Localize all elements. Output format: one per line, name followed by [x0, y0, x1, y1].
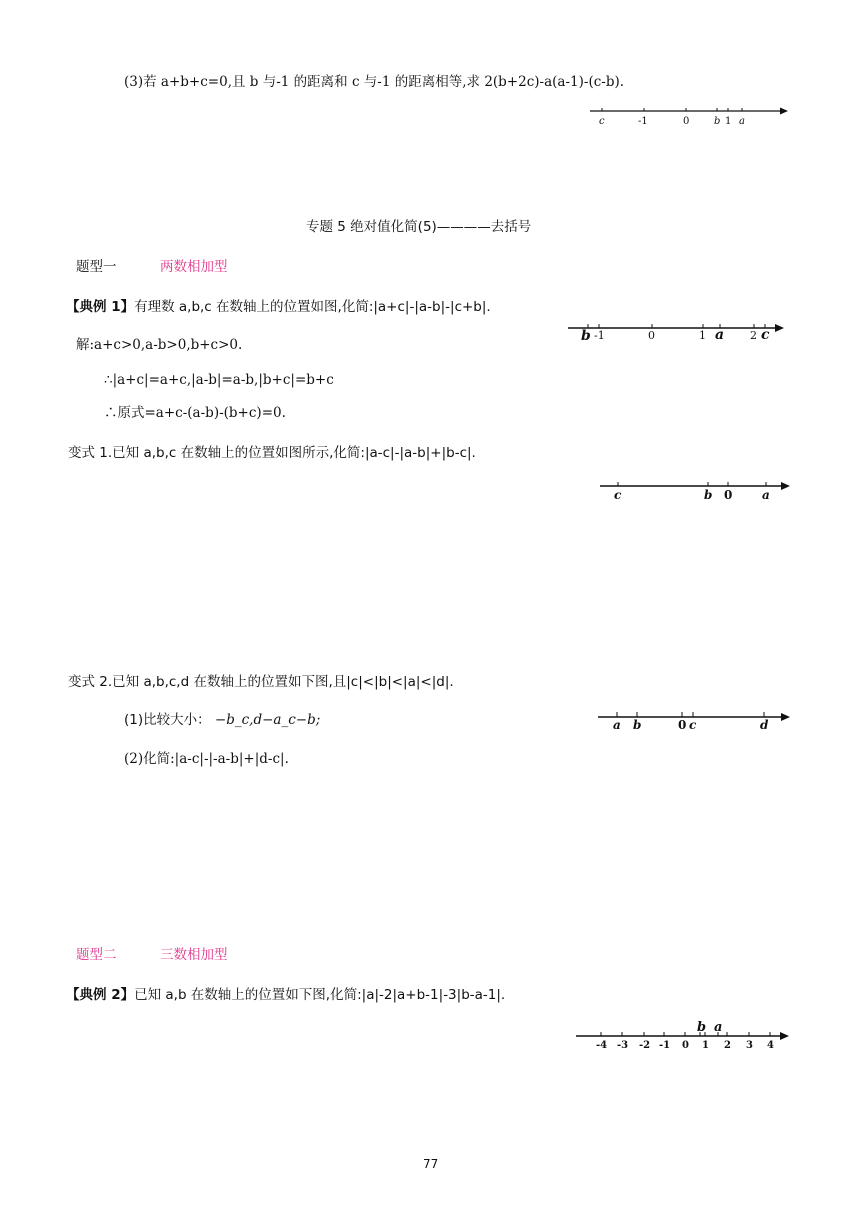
nl-ex2-tick-2: 2: [724, 1040, 731, 1051]
nl-ex2-tick-1: 1: [702, 1040, 709, 1051]
nl-ex1-label-0: 0: [648, 329, 655, 342]
nl-ex2-tick-3: 3: [746, 1040, 753, 1051]
nl-ex2-tick-4: 4: [767, 1040, 774, 1051]
example-1-tag: 【典例 1】: [66, 299, 135, 315]
number-line-example-1: [568, 318, 786, 342]
variant-1-text: 变式 1.已知 a,b,c 在数轴上的位置如图所示,化简:|a-c|-|a-b|+|b-c|.: [68, 445, 476, 461]
example-2-line: [66, 986, 505, 1004]
solution-line-1: 解:a+c>0,a-b>0,b+c>0.: [76, 337, 243, 353]
nl-v2-label-a: a: [613, 718, 621, 732]
number-line-problem-3: [590, 102, 790, 126]
type1-label: 题型一: [76, 259, 117, 275]
example-1-text: 有理数 a,b,c 在数轴上的位置如图,化简:|a+c|-|a-b|-|c+b|.: [134, 299, 491, 315]
solution-line-2: ∴|a+c|=a+c,|a-b|=a-b,|b+c|=b+c: [104, 372, 334, 388]
section-title: 专题 5 绝对值化简(5)————去括号: [306, 219, 532, 235]
nl3-label-1: 1: [725, 116, 732, 127]
type1-name: 两数相加型: [160, 259, 228, 275]
nl-ex2-tick-minus1: -1: [659, 1040, 671, 1051]
problem-3-text: (3)若 a+b+c=0,且 b 与-1 的距离和 c 与-1 的距离相等,求 2(b+2c)-a(a-1)-(c-b).: [124, 74, 625, 90]
nl-v1-label-0: 0: [724, 488, 733, 502]
nl-ex1-label-a: a: [715, 327, 725, 343]
example-2-tag: 【典例 2】: [66, 987, 135, 1003]
nl-ex2-tick-minus3: -3: [617, 1040, 629, 1051]
number-line-example-2: [576, 1020, 792, 1052]
variant-2-q1-expr: −b_c,d−a_c−b;: [214, 712, 321, 728]
nl3-label-0: 0: [683, 116, 690, 127]
nl3-label-minus1: -1: [638, 116, 648, 127]
nl-ex2-label-a: a: [714, 1020, 723, 1035]
nl-ex1-label-1: 1: [699, 329, 706, 342]
example-1-line: [66, 298, 491, 316]
nl-ex1-label-2: 2: [750, 329, 757, 342]
nl-ex1-label-minus1: -1: [594, 329, 605, 342]
number-line-variant-2: [598, 708, 792, 732]
nl-v2-label-b: b: [633, 718, 642, 732]
nl-v2-label-d: d: [760, 718, 769, 732]
nl-ex1-label-b: b: [581, 328, 591, 344]
variant-2-text: 变式 2.已知 a,b,c,d 在数轴上的位置如下图,且|c|<|b|<|a|<|d|.: [68, 674, 454, 690]
nl-ex2-tick-minus2: -2: [639, 1040, 651, 1051]
example-2-text: 已知 a,b 在数轴上的位置如下图,化简:|a|-2|a+b-1|-3|b-a-1|.: [134, 987, 506, 1003]
solution-line-3: ∴原式=a+c-(a-b)-(b+c)=0.: [104, 405, 286, 421]
type2-label: 题型二: [76, 947, 117, 963]
nl3-label-b: b: [714, 116, 721, 127]
variant-2-q2: (2)化简:|a-c|-|-a-b|+|d-c|.: [124, 751, 289, 767]
nl-ex1-label-c: c: [761, 327, 770, 343]
variant-2-q1: [124, 711, 320, 729]
number-line-variant-1: [600, 478, 792, 502]
type2-name: 三数相加型: [160, 947, 228, 963]
nl-v1-label-c: c: [614, 488, 622, 502]
variant-2-q1-prefix: (1)比较大小：: [124, 712, 211, 728]
nl-ex2-tick-0: 0: [682, 1040, 689, 1051]
nl-v2-label-c: c: [689, 718, 697, 732]
nl-ex2-tick-minus4: -4: [596, 1040, 608, 1051]
page-number: 77: [423, 1157, 439, 1171]
nl-ex2-label-b: b: [697, 1020, 707, 1035]
nl-v1-label-a: a: [762, 488, 770, 502]
nl-v1-label-b: b: [704, 488, 713, 502]
nl-v2-label-0: 0: [678, 718, 687, 732]
nl3-label-a: a: [739, 116, 745, 127]
nl3-label-c: c: [599, 116, 605, 127]
